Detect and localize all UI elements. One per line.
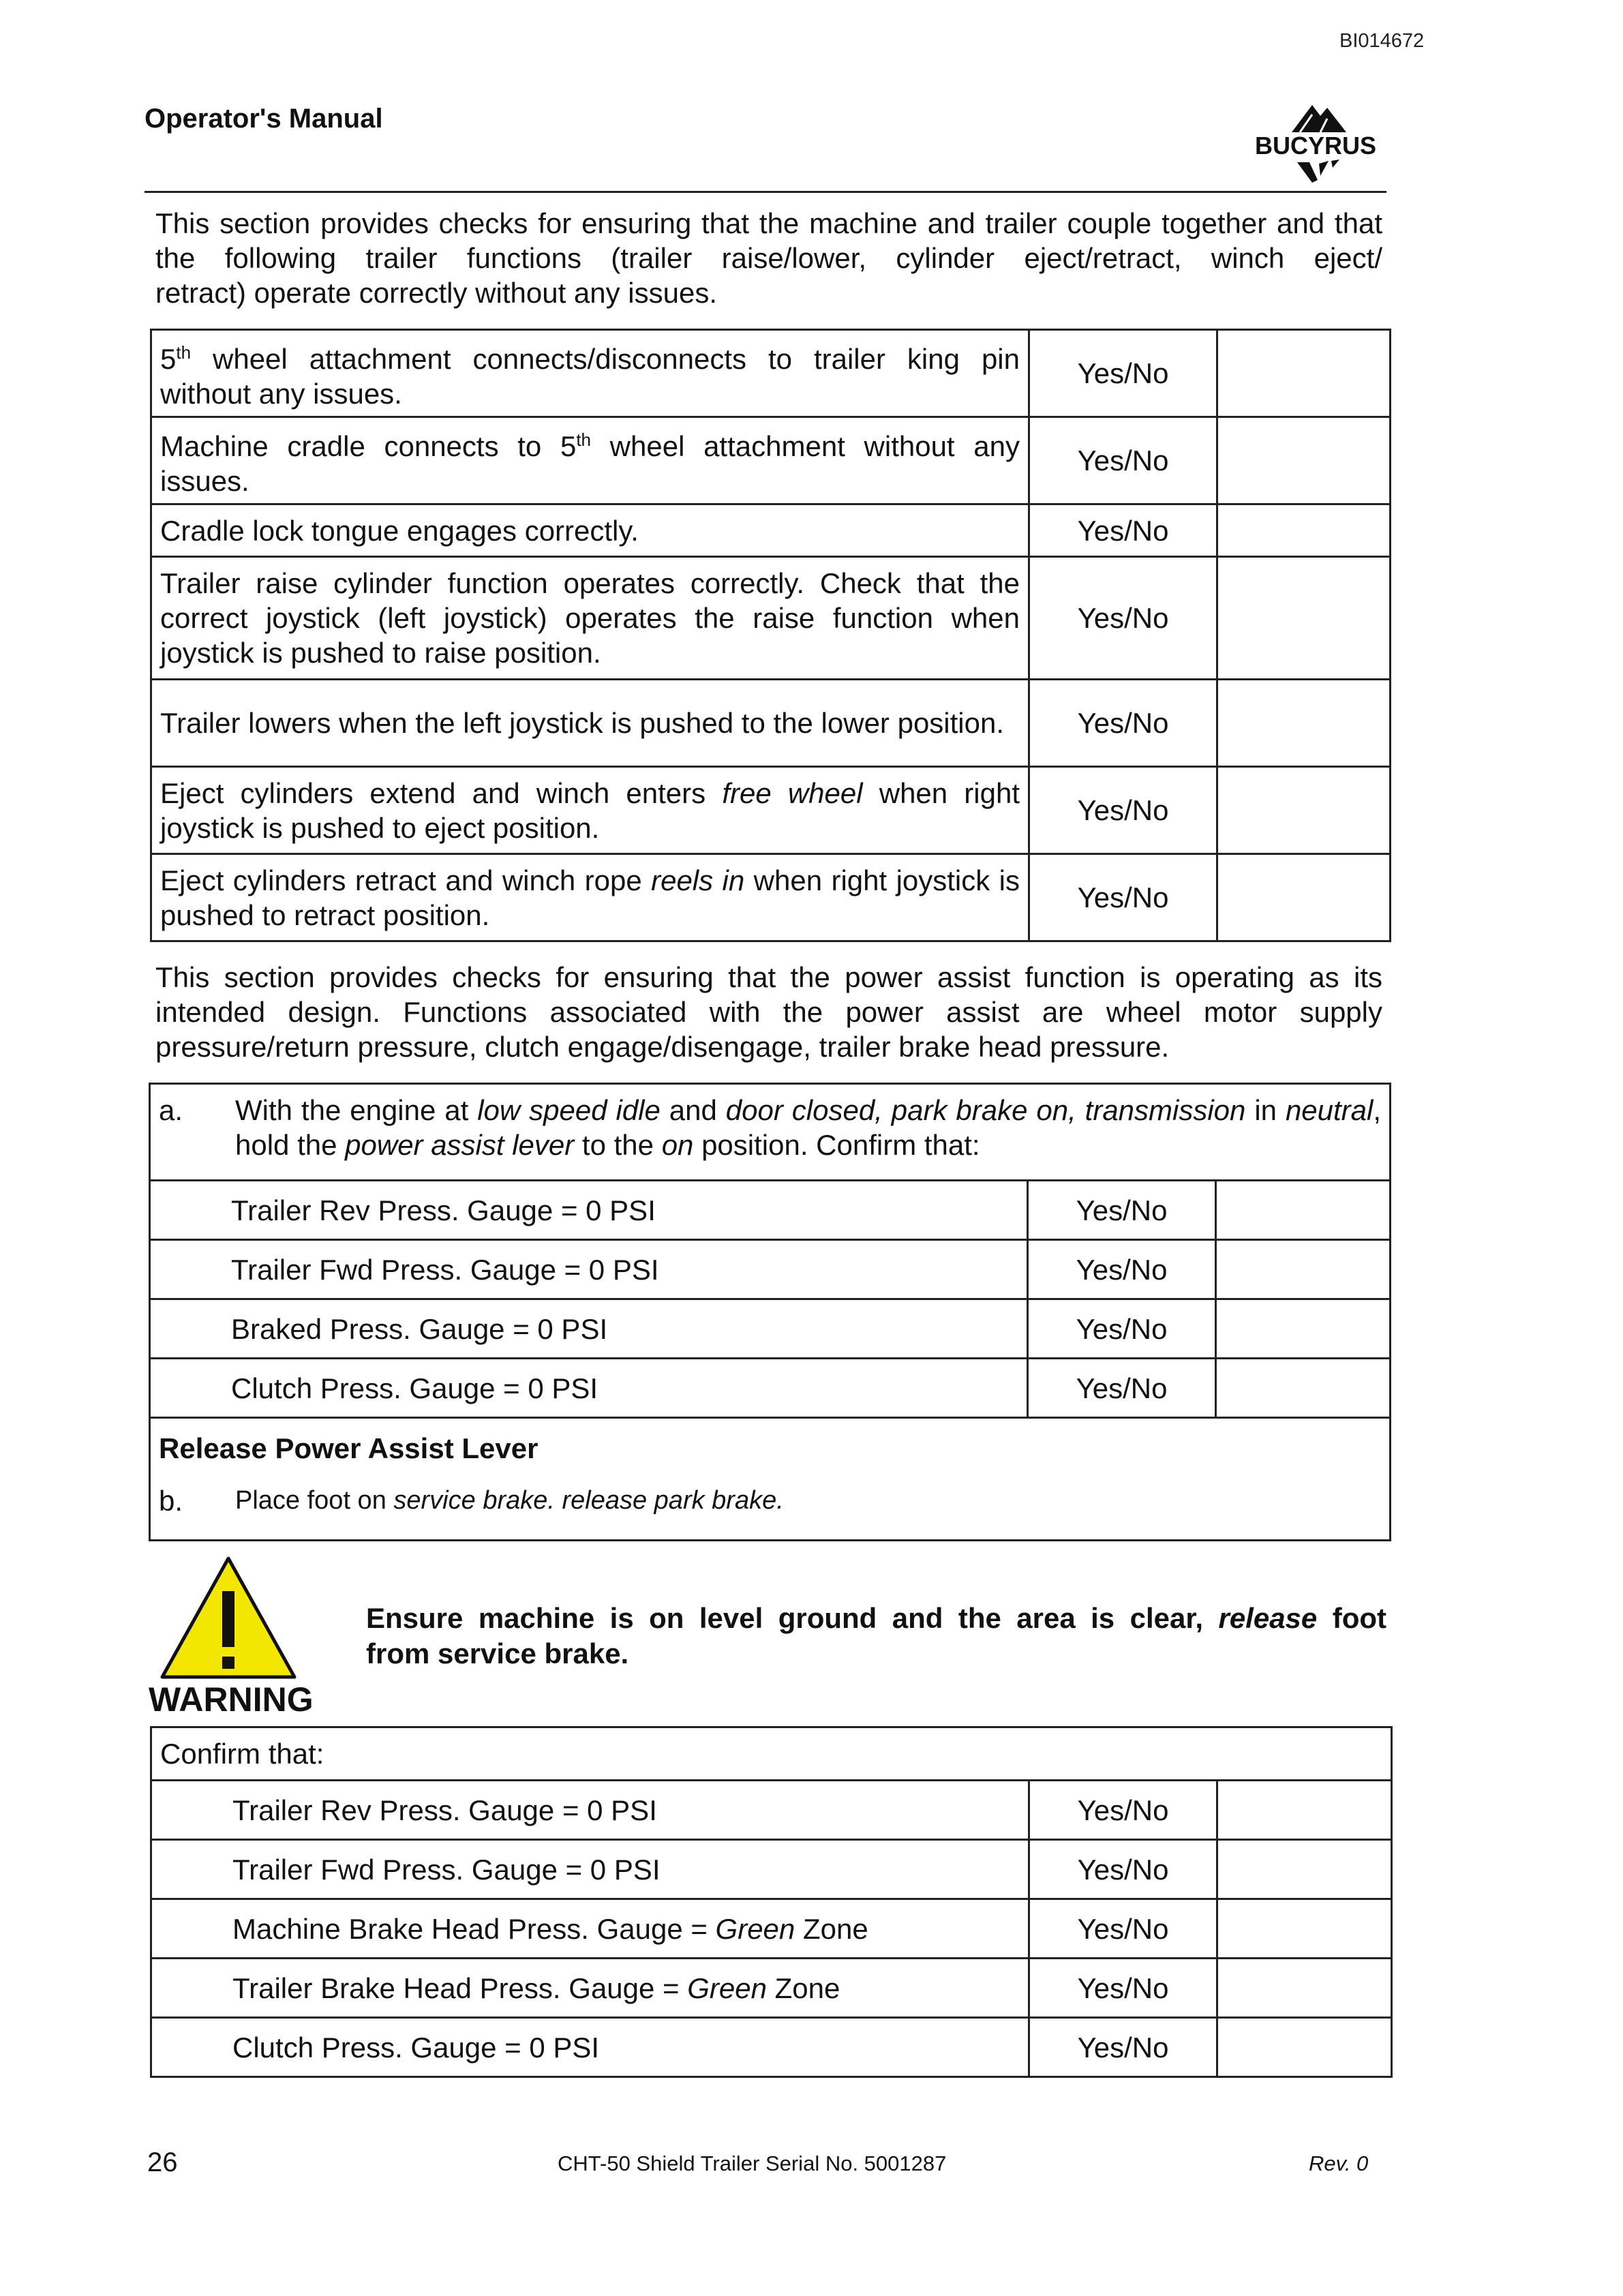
table-row (151, 1959, 1392, 2018)
yes-no-answer[interactable]: Yes/No (1028, 1299, 1216, 1359)
table-row (151, 417, 1391, 504)
table-row (150, 1240, 1391, 1299)
table-row (151, 330, 1391, 417)
confirm-row (151, 1727, 1392, 1781)
check-description: Trailer raise cylinder function operates correctly. Check that the correct joystick (left joystick) operates the raise function when joystick is pushed to raise position. (151, 557, 1029, 680)
section1-intro (155, 206, 1382, 310)
check-cell[interactable] (1217, 557, 1391, 680)
yes-no-answer[interactable]: Yes/No (1029, 417, 1217, 504)
table-row (151, 1899, 1392, 1959)
check-cell[interactable] (1217, 854, 1391, 941)
confirm-table (150, 1726, 1393, 2078)
yes-no-answer[interactable]: Yes/No (1029, 1899, 1217, 1959)
check-description: Trailer lowers when the left joystick is pushed to the lower position. (151, 680, 1029, 767)
release-heading: Release Power Assist Lever (159, 1432, 539, 1464)
page-title: Operator's Manual (145, 104, 383, 134)
gauge-check-text: Trailer Fwd Press. Gauge = 0 PSI (151, 1840, 1029, 1899)
section1-intro-line1: This section provides checks for ensuring that the machine and trailer couple together and that the following trailer functions (trailer raise/lower, cylinder eject/retract, winch eject/ (155, 207, 1382, 274)
warning-triangle-icon (158, 1556, 299, 1681)
gauge-check-text: Trailer Fwd Press. Gauge = 0 PSI (150, 1240, 1028, 1299)
check-cell[interactable] (1216, 1299, 1391, 1359)
release-row (150, 1418, 1391, 1541)
gauge-check-text: Clutch Press. Gauge = 0 PSI (150, 1359, 1028, 1418)
release-cell (150, 1418, 1391, 1541)
yes-no-answer[interactable]: Yes/No (1028, 1359, 1216, 1418)
yes-no-answer[interactable]: Yes/No (1029, 1781, 1217, 1840)
warning-text: Ensure machine is on level ground and the area is clear, release foot from service brake. (366, 1602, 1386, 1670)
yes-no-answer[interactable]: Yes/No (1029, 1840, 1217, 1899)
step-a-text: With the engine at low speed idle and door closed, park brake on, transmission in neutral, hold the power assist lever to the on position. Confirm that: (235, 1094, 1382, 1161)
check-cell[interactable] (1217, 1899, 1392, 1959)
table-row (151, 1781, 1392, 1840)
gauge-check-text: Trailer Rev Press. Gauge = 0 PSI (151, 1781, 1029, 1840)
table-row (151, 680, 1391, 767)
yes-no-answer[interactable]: Yes/No (1029, 330, 1217, 417)
step-a-label: a. (159, 1094, 183, 1126)
check-description: Eject cylinders extend and winch enters free wheel when right joystick is pushed to eject position. (151, 767, 1029, 854)
coupling-check-table (150, 329, 1391, 942)
check-description: Machine cradle connects to 5th wheel attachment without any issues. (151, 417, 1029, 504)
check-cell[interactable] (1217, 1840, 1392, 1899)
table-row (150, 1299, 1391, 1359)
table-row (151, 1840, 1392, 1899)
header-rule (145, 191, 1386, 193)
check-cell[interactable] (1217, 330, 1391, 417)
yes-no-answer[interactable]: Yes/No (1028, 1181, 1216, 1240)
table-row (151, 2018, 1392, 2077)
table-row (151, 557, 1391, 680)
check-cell[interactable] (1217, 417, 1391, 504)
check-cell[interactable] (1216, 1240, 1391, 1299)
check-cell[interactable] (1217, 680, 1391, 767)
power-assist-table (149, 1083, 1391, 1541)
yes-no-answer[interactable]: Yes/No (1029, 680, 1217, 767)
check-cell[interactable] (1217, 1959, 1392, 2018)
check-cell[interactable] (1216, 1181, 1391, 1240)
check-description: Eject cylinders retract and winch rope reels in when right joystick is pushed to retract position. (151, 854, 1029, 941)
revision-label: Rev. 0 (1309, 2151, 1369, 2175)
check-description: Cradle lock tongue engages correctly. (151, 504, 1029, 557)
yes-no-answer[interactable]: Yes/No (1029, 504, 1217, 557)
gauge-check-text: Trailer Rev Press. Gauge = 0 PSI (150, 1181, 1028, 1240)
yes-no-answer[interactable]: Yes/No (1029, 767, 1217, 854)
step-a-cell (150, 1084, 1391, 1181)
yes-no-answer[interactable]: Yes/No (1029, 557, 1217, 680)
page-number: 26 (147, 2147, 178, 2177)
check-cell[interactable] (1216, 1359, 1391, 1418)
yes-no-answer[interactable]: Yes/No (1028, 1240, 1216, 1299)
table-row (150, 1359, 1391, 1418)
logo-text: BUCYRUS (1254, 132, 1377, 160)
check-cell[interactable] (1217, 1781, 1392, 1840)
table-row (151, 767, 1391, 854)
step-b-text: Place foot on service brake. release park brake. (235, 1486, 784, 1515)
section2-intro-line2: pressure/return pressure, clutch engage/disengage, trailer brake head pressure. (155, 1031, 1170, 1063)
gauge-check-text: Machine Brake Head Press. Gauge = Green Zone (151, 1899, 1029, 1959)
confirm-label: Confirm that: (151, 1727, 1392, 1781)
yes-no-answer[interactable]: Yes/No (1029, 1959, 1217, 2018)
gauge-check-text: Trailer Brake Head Press. Gauge = Green Zone (151, 1959, 1029, 2018)
table-row (151, 854, 1391, 941)
gauge-check-text: Clutch Press. Gauge = 0 PSI (151, 2018, 1029, 2077)
step-a-row (150, 1084, 1391, 1181)
check-description: 5th wheel attachment connects/disconnects to trailer king pin without any issues. (151, 330, 1029, 417)
yes-no-answer[interactable]: Yes/No (1029, 2018, 1217, 2077)
table-row (150, 1181, 1391, 1240)
check-cell[interactable] (1217, 2018, 1392, 2077)
check-cell[interactable] (1217, 504, 1391, 557)
warning-label: WARNING (149, 1680, 314, 1719)
check-cell[interactable] (1217, 767, 1391, 854)
yes-no-answer[interactable]: Yes/No (1029, 854, 1217, 941)
step-b-label: b. (159, 1485, 183, 1517)
bucyrus-logo (1244, 100, 1387, 188)
section2-intro (155, 960, 1382, 1064)
section1-intro-line2: retract) operate correctly without any issues. (155, 277, 718, 309)
footer-title: CHT-50 Shield Trailer Serial No. 5001287 (558, 2151, 947, 2175)
document-id: BI014672 (1339, 30, 1425, 52)
table-row (151, 504, 1391, 557)
gauge-check-text: Braked Press. Gauge = 0 PSI (150, 1299, 1028, 1359)
section2-intro-line1: This section provides checks for ensuring that the power assist function is operating as its intended design. Functions associated with the power assist are wheel motor supply (155, 961, 1382, 1028)
